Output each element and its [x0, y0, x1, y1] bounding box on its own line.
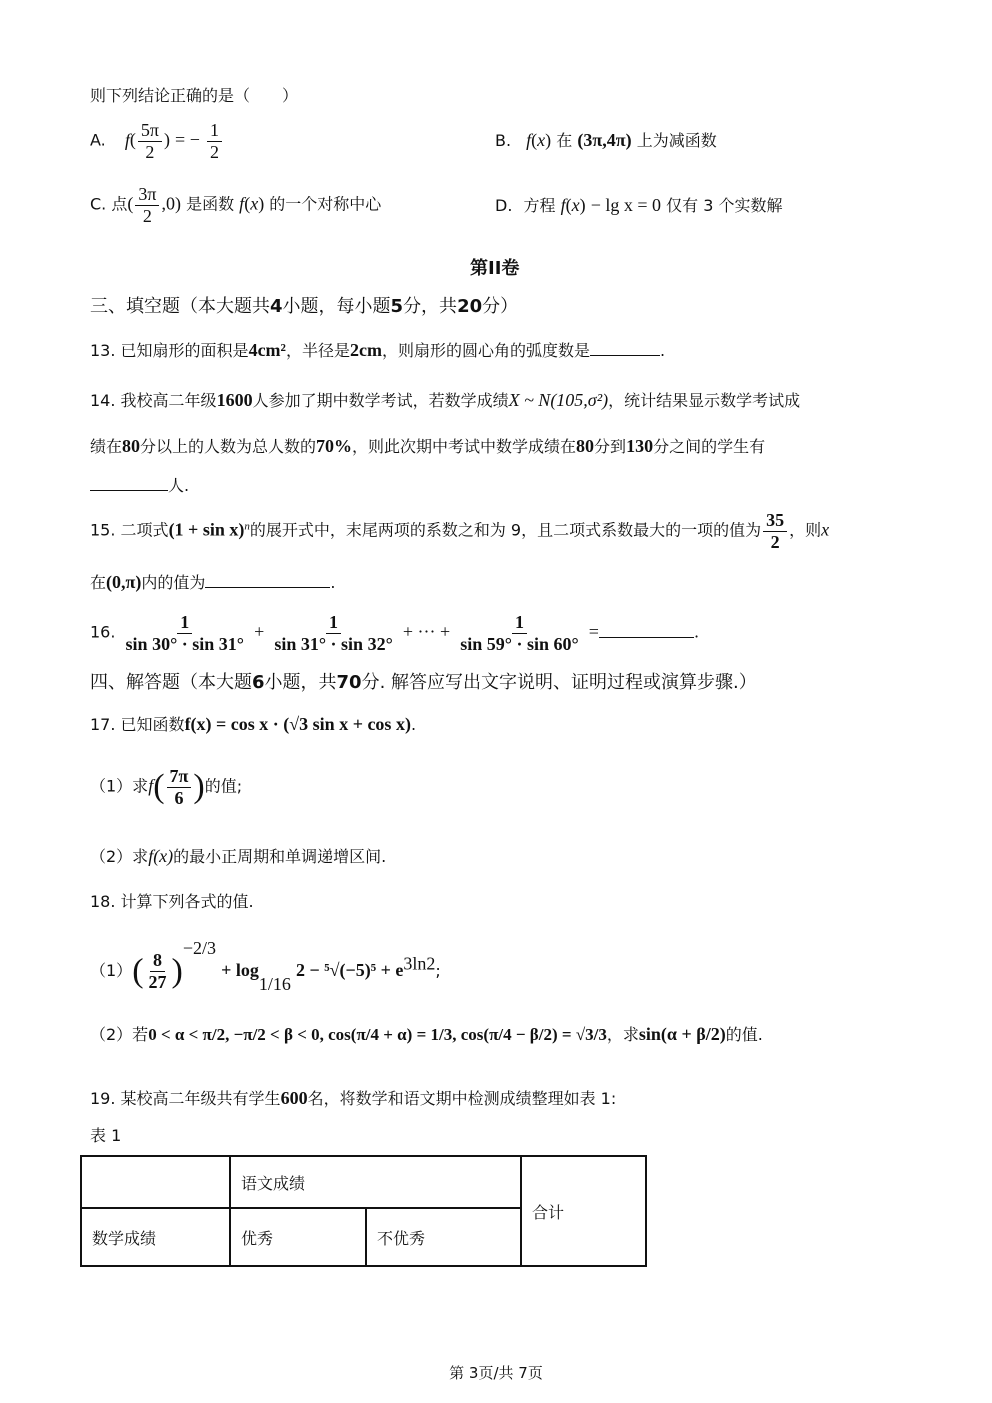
question-18: 18. 计算下列各式的值.	[90, 892, 254, 911]
table-header-math: 数学成绩	[81, 1208, 230, 1266]
option-c-label: C.	[90, 194, 107, 214]
question-18-part-1: （1）( $\frac{8}{27}$ )$^{-2/3} + \log_{1/16} 2 - ^5√(-5)^5 + e^{3ln2}$;	[90, 938, 441, 994]
q18-target: sin(α + β/2)	[638, 1024, 726, 1044]
q17-number: 17.	[90, 715, 116, 734]
answer-blank-14[interactable]	[90, 476, 168, 491]
option-b-mid: 在	[556, 131, 573, 150]
option-c: C. 点( $\frac{3\pi}{2}$ ,0) 是函数 f(x) 的一个对称中心	[90, 184, 382, 226]
q13-area: 4cm²	[248, 340, 286, 360]
option-c-head: 点	[111, 194, 128, 214]
question-17-part-1: （1）求f( $\frac{7\pi}{6}$ )的值;	[90, 766, 243, 808]
q19-number: 19.	[90, 1089, 116, 1108]
option-d-tail: 仅有 3 个实数解	[666, 196, 783, 215]
fraction-8-27: $\frac{8}{27}$	[148, 950, 167, 992]
option-d-head: 方程	[523, 196, 556, 215]
question-18-part-2: （2）若0 < α < π/2, −π/2 < β < 0, cos(π/4 + α) = 1/3, cos(π/4 − β/2) = √3/3，求sin(α + β/2)的值.	[90, 1024, 763, 1044]
option-c-end: 的一个对称中心	[269, 194, 382, 214]
fraction-5pi-2: $\frac{5\pi}{2}$	[138, 120, 162, 162]
option-b-label: B.	[495, 131, 512, 150]
table-header-total: 合计	[521, 1156, 646, 1266]
q18-conditions: 0 < α < π/2, −π/2 < β < 0, cos(π/4 + α) = 1/3, cos(π/4 − β/2) = √3/3	[148, 1025, 607, 1044]
section-4-heading: 四、解答题（本大题6小题，共70分. 解答应写出文字说明、证明过程或演算步骤.）	[90, 672, 757, 693]
fraction-1-2: $\frac{1}{2}$	[207, 120, 222, 162]
section-3-heading: 三、填空题（本大题共4小题，每小题5分，共20分）	[90, 296, 519, 317]
question-17: 17. 已知函数f(x) = cos x · (√3 sin x + cos x).	[90, 714, 417, 734]
fraction-term-1: $\frac{1}{\sin 30^\circ \cdot \sin 31^\circ}$	[125, 612, 244, 654]
q13-radius: 2cm	[349, 340, 382, 360]
question-intro: 则下列结论正确的是（ ）	[90, 86, 299, 105]
table-corner-cell	[81, 1156, 230, 1208]
option-b-interval: (3π,4π)	[577, 130, 632, 150]
option-d-expr: − lg x = 0	[590, 195, 662, 215]
fraction-term-2: $\frac{1}{\sin 31^\circ \cdot \sin 32^\circ}$	[274, 612, 393, 654]
question-16: 16. $\frac{1}{\sin 30^\circ \cdot \sin 31^\circ}$ + $\frac{1}{\sin 31^\circ \cdot \sin 32^\circ}$ + ··· + $\frac{1}{\sin 59^\circ \cdot \sin 60^\circ}$ = .	[90, 612, 700, 654]
q14-number: 14.	[90, 391, 116, 410]
q15-number: 15.	[90, 520, 116, 540]
option-b-tail: 上为减函数	[636, 131, 717, 150]
q15-binomial: (1 + sin x)	[168, 519, 245, 540]
fraction-7pi-6: $\frac{7\pi}{6}$	[167, 766, 192, 808]
q17-function: f(x) = cos x · (√3 sin x + cos x)	[184, 714, 411, 734]
question-14-line-1: 14. 我校高二年级1600人参加了期中数学考试，若数学成绩X ~ N(105,σ²)，统计结果显示数学考试成	[90, 390, 801, 410]
question-19: 19. 某校高二年级共有学生600名，将数学和语文期中检测成绩整理如表 1:	[90, 1088, 617, 1108]
answer-blank-15[interactable]	[205, 573, 330, 588]
option-d-label: D.	[495, 196, 513, 215]
table-header-chinese: 语文成绩	[230, 1156, 521, 1208]
question-14-line-3: 人.	[90, 476, 189, 495]
fraction-term-last: $\frac{1}{\sin 59^\circ \cdot \sin 60^\circ}$	[460, 612, 579, 654]
table-caption: 表 1	[90, 1126, 122, 1145]
option-c-tail: 是函数	[186, 194, 235, 214]
table-header-not-good: 不优秀	[366, 1208, 521, 1266]
question-14-line-2: 绩在80分以上的人数为总人数的70%，则此次期中考试中数学成绩在80分到130分之间的学生有	[90, 436, 766, 456]
q16-number: 16.	[90, 622, 116, 642]
table-header-good: 优秀	[230, 1208, 366, 1266]
answer-blank-13[interactable]	[590, 341, 660, 356]
score-table	[80, 1155, 647, 1267]
fraction-3pi-2: $\frac{3\pi}{2}$	[135, 184, 159, 226]
answer-blank-16[interactable]	[599, 623, 694, 638]
q18-number: 18.	[90, 892, 116, 911]
fraction-35-2: $\frac{35}{2}$	[763, 510, 787, 552]
option-a: A. f( $\frac{5\pi}{2}$ ) = − $\frac{1}{2}$	[90, 120, 224, 162]
option-b: B. f(x) 在 (3π,4π) 上为减函数	[495, 130, 717, 150]
question-15-line-2: 在(0,π)内的值为 .	[90, 572, 336, 592]
option-a-tail: = −	[175, 129, 200, 150]
q14-distribution: X ~ N(105,σ²)	[508, 390, 609, 410]
question-17-part-2: （2）求f(x)的最小正周期和单调递增区间.	[90, 846, 387, 866]
option-a-label: A.	[90, 130, 106, 150]
q13-number: 13.	[90, 341, 116, 360]
question-13: 13. 已知扇形的面积是4cm²，半径是2cm，则扇形的圆心角的弧度数是 .	[90, 340, 666, 360]
page-footer: 第 3页/共 7页	[449, 1364, 543, 1382]
section-2-title: 第II卷	[470, 258, 520, 279]
option-d: D. 方程 f(x) − lg x = 0 仅有 3 个实数解	[495, 195, 783, 215]
question-15-line-1: 15. 二项式$(1 + \sin x)^n$的展开式中，末尾两项的系数之和为 9，且二项式系数最大的一项的值为 $\frac{35}{2}$ ，则x	[90, 510, 830, 552]
